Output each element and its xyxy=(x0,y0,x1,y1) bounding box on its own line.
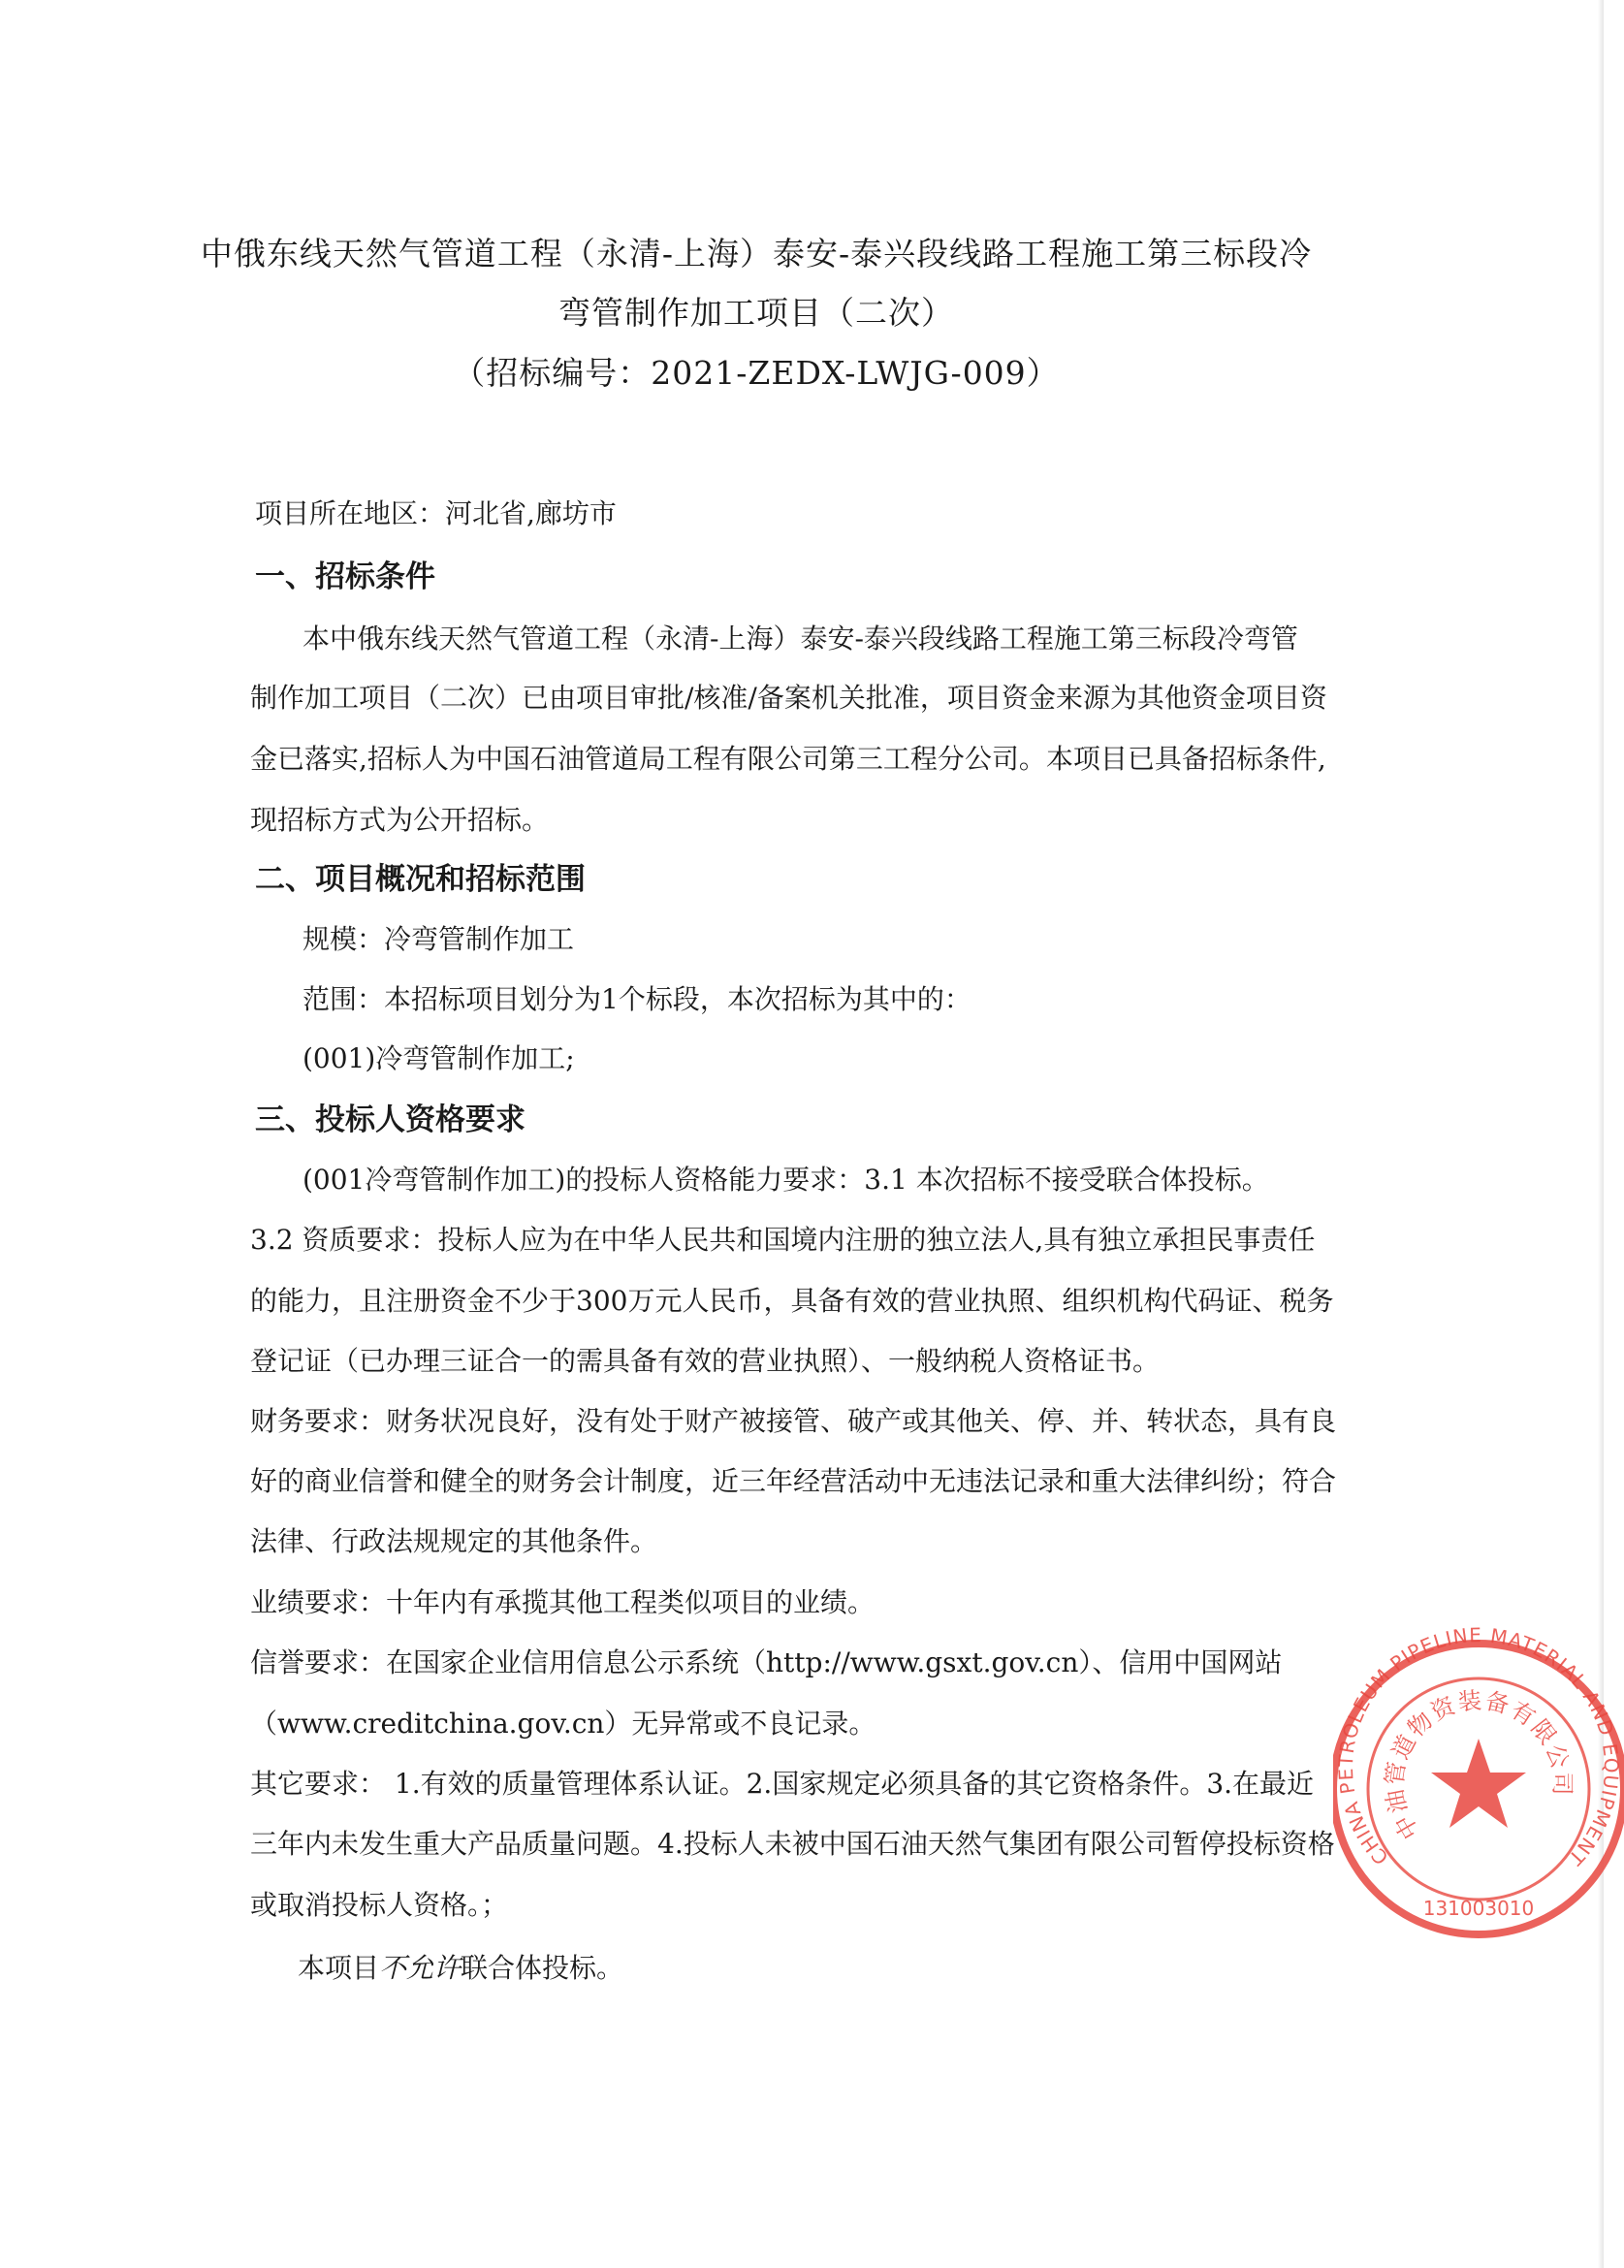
section3-line: 的能力，且注册资金不少于300万元人民币，具备有效的营业执照、组织机构代码证、税务 xyxy=(250,1285,1334,1317)
seal-inner-text: 中油管道物资装备有限公司 xyxy=(1381,1686,1576,1844)
section1-heading: 一、招标条件 xyxy=(255,559,435,594)
section2-scope: 范围：本招标项目划分为1个标段，本次招标为其中的： xyxy=(303,983,971,1015)
doc-title-line1: 中俄东线天然气管道工程（永清-上海）泰安-泰兴段线路工程施工第三标段冷 xyxy=(200,235,1313,272)
seal-number: 131003010 xyxy=(1422,1897,1535,1920)
section3-line: 3.2 资质要求：投标人应为在中华人民共和国境内注册的独立法人,具有独立承担民事责任 xyxy=(250,1224,1316,1256)
section3-line: 法律、行政法规规定的其他条件。 xyxy=(250,1525,658,1557)
section3-line: 其它要求： 1.有效的质量管理体系认证。2.国家规定必须具备的其它资格条件。3.在最近 xyxy=(250,1768,1315,1800)
section3-line: 业绩要求：十年内有承揽其他工程类似项目的业绩。 xyxy=(250,1586,876,1618)
section3-line: 财务要求：财务状况良好，没有处于财产被接管、破产或其他关、停、并、转状态，具有良 xyxy=(250,1405,1337,1437)
section3-line: 信誉要求：在国家企业信用信息公示系统（http://www.gsxt.gov.cn）、信用中国网站 xyxy=(250,1646,1283,1678)
closing-suffix: 联合体投标。 xyxy=(461,1952,624,1984)
closing-statement xyxy=(298,1949,623,1988)
section3-line: 好的商业信誉和健全的财务会计制度，近三年经营活动中无违法记录和重大法律纠纷；符合 xyxy=(250,1465,1337,1497)
company-seal xyxy=(1333,1624,1624,1973)
section3-line: 或取消投标人资格。； xyxy=(250,1889,509,1921)
section1-line: 本中俄东线天然气管道工程（永清-上海）泰安-泰兴段线路工程施工第三标段冷弯管 xyxy=(303,623,1298,655)
section1-line: 金已落实,招标人为中国石油管道局工程有限公司第三工程分公司。本项目已具备招标条件, xyxy=(250,743,1326,775)
section2-heading: 二、项目概况和招标范围 xyxy=(255,862,586,897)
closing-italic: 不允许 xyxy=(379,1952,462,1984)
closing-prefix: 本项目 xyxy=(298,1952,380,1984)
seal-star-icon xyxy=(1431,1739,1526,1828)
section3-line: 登记证（已办理三证合一的需具备有效的营业执照）、一般纳税人资格证书。 xyxy=(250,1345,1161,1377)
seal-outer-text: CHINA PETROLEUM PIPELINE MATERIAL AND EQUIPMENT xyxy=(1333,1624,1624,1870)
section3-line: (001冷弯管制作加工)的投标人资格能力要求：3.1 本次招标不接受联合体投标。 xyxy=(303,1164,1269,1196)
section3-line: 三年内未发生重大产品质量问题。4.投标人未被中国石油天然气集团有限公司暂停投标资格 xyxy=(250,1828,1335,1860)
doc-title-tender-number: （招标编号：2021-ZEDX-LWJG-009） xyxy=(453,354,1060,392)
project-location: 项目所在地区：河北省,廊坊市 xyxy=(255,497,617,529)
doc-title-line2: 弯管制作加工项目（二次） xyxy=(558,294,954,332)
section2-item: (001)冷弯管制作加工; xyxy=(303,1042,575,1074)
section1-line: 制作加工项目（二次）已由项目审批/核准/备案机关批准，项目资金来源为其他资金项目资 xyxy=(250,682,1327,714)
section1-line: 现招标方式为公开招标。 xyxy=(250,804,550,836)
section2-scale: 规模：冷弯管制作加工 xyxy=(303,923,575,955)
section3-line: （www.creditchina.gov.cn）无异常或不良记录。 xyxy=(250,1708,876,1740)
section3-heading: 三、投标人资格要求 xyxy=(255,1102,525,1137)
